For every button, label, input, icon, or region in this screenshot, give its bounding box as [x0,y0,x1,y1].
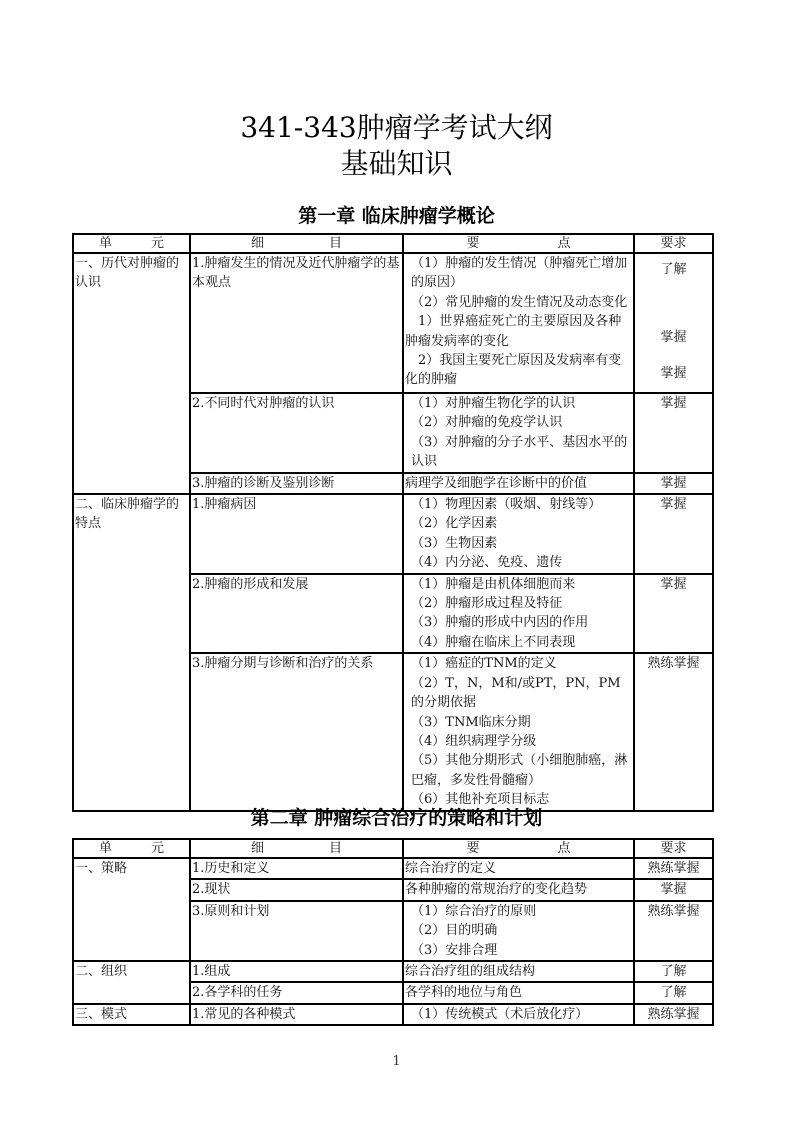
point: （2）目的明确 [411,923,498,939]
point: 2）我国主要死亡原因及发病率有变化的肿瘤 [405,353,622,388]
unit-cell: 一、策略 [73,858,190,961]
point: （6）其他补充项目标志 [411,792,550,808]
point: （1）综合治疗的原则 [411,903,537,919]
point: （4）内分泌、免疫、遗传 [411,555,563,571]
point: 1）世界癌症死亡的主要原因及各种肿瘤发病率的变化 [405,314,622,349]
point: （2）常见肿瘤的发生情况及动态变化 [411,294,628,310]
points-cell [403,982,634,1003]
point: （4）组织病理学分级 [411,733,537,749]
requirement-cell: 熟练掌握 [634,901,713,961]
point: （1）肿瘤是由机体细胞而来 [411,576,576,592]
item-cell: 2.不同时代对肿瘤的认识 [190,393,403,473]
header-point: 要 点 [403,839,634,858]
header-unit: 单 元 [73,839,190,858]
header-item: 细 目 [190,839,403,858]
point: （2）对肿瘤的免疫学认识 [411,415,563,431]
unit-cell: 二、组织 [73,961,190,1004]
document-subtitle: 基础知识 [340,147,453,180]
point: 综合治疗组的组成结构 [405,964,536,980]
points-cell [403,879,634,900]
point: （1）癌症的TNM的定义 [411,656,557,672]
chapter-2-title: 第二章 肿瘤综合治疗的策略和计划 [250,807,543,829]
requirement: 了解 [660,262,687,277]
item-cell: 3.肿瘤分期与诊断和治疗的关系 [190,653,403,810]
point: （5）其他分期形式（小细胞肺癌，淋巴瘤，多发性骨髓瘤） [411,753,628,788]
table-header-row [73,234,713,253]
point: 各学科的地位与角色 [405,985,523,1001]
item-cell: 1.历史和定义 [190,858,403,879]
points-cell [403,253,634,393]
requirement-cell: 掌握 [634,574,713,654]
point: 综合治疗的定义 [405,861,497,876]
item-cell: 3.原则和计划 [190,901,403,961]
points-cell [403,858,634,879]
item-cell: 2.肿瘤的形成和发展 [190,574,403,654]
requirement-cell: 熟练掌握 [634,653,713,810]
requirement-cell: 熟练掌握 [634,858,713,879]
unit-cell: 三、模式 [73,1004,190,1025]
point: 病理学及细胞学在诊断中的价值 [405,475,588,491]
item-cell: 1.肿瘤发生的情况及近代肿瘤学的基本观点 [190,253,403,393]
points-cell [403,653,634,810]
point: （1）肿瘤的发生情况（肿瘤死亡增加的原因） [411,256,628,291]
requirement-cell: 掌握 [634,473,713,494]
page-number: 1 [392,1054,401,1069]
requirement-cell: 熟练掌握 [634,1004,713,1025]
header-requirement: 要求 [634,839,713,858]
item-cell: 3.肿瘤的诊断及鉴别诊断 [190,473,403,494]
table-header-row [73,839,713,858]
point: （1）传统模式（术后放化疗） [411,1006,589,1022]
points-cell [403,574,634,654]
point: （3）对肿瘤的分子水平、基因水平的认识 [411,434,628,470]
chapter-1-table [72,233,714,812]
document-title: 341-343肿瘤学考试大纲 [240,111,553,144]
header-point: 要 点 [403,234,634,253]
requirement-cell: 掌握 [634,393,713,473]
table-row [73,253,713,393]
chapter-2-table [72,838,714,1026]
point: （3）肿瘤的形成中内因的作用 [411,615,589,631]
unit-cell: 一、历代对肿瘤的认识 [73,253,190,494]
item-cell: 2.现状 [190,879,403,900]
header-requirement: 要求 [634,234,713,253]
item-cell: 2.各学科的任务 [190,982,403,1003]
point: （2）T，N，M和/或PT，PN，PM的分期依据 [411,675,621,711]
requirement-cell: 掌握 [634,879,713,900]
point: （4）肿瘤在临床上不同表现 [411,634,576,650]
point: （1）对肿瘤生物化学的认识 [411,396,576,411]
point: （3）生物因素 [411,535,498,551]
requirement-cell: 掌握 [634,494,713,574]
requirement-cell: 了解 [634,961,713,982]
unit-cell: 二、临床肿瘤学的特点 [73,494,190,811]
points-cell [403,393,634,473]
table-row [73,494,713,574]
table-row [73,1004,713,1025]
point: 各种肿瘤的常规治疗的变化趋势 [405,882,588,898]
item-cell: 1.常见的各种模式 [190,1004,403,1025]
point: （1）物理因素（吸烟、射线等） [411,497,602,513]
points-cell [403,1004,634,1025]
point: （3）TNM临床分期 [411,714,531,730]
requirement-cell: 了解 [634,982,713,1003]
table-row [73,961,713,982]
points-cell [403,494,634,574]
table-row [73,858,713,879]
requirement: 掌握 [660,330,687,346]
points-cell [403,901,634,961]
item-cell: 1.肿瘤病因 [190,494,403,574]
requirement: 掌握 [660,365,687,381]
requirement-cell [634,253,713,393]
points-cell [403,961,634,982]
header-unit: 单 元 [73,234,190,253]
point: （2）肿瘤形成过程及特征 [411,596,563,612]
point: （2）化学因素 [411,516,498,532]
item-cell: 1.组成 [190,961,403,982]
points-cell [403,473,634,494]
chapter-1-title: 第一章 临床肿瘤学概论 [298,205,495,227]
header-item: 细 目 [190,234,403,253]
point: （3）安排合理 [411,942,498,958]
